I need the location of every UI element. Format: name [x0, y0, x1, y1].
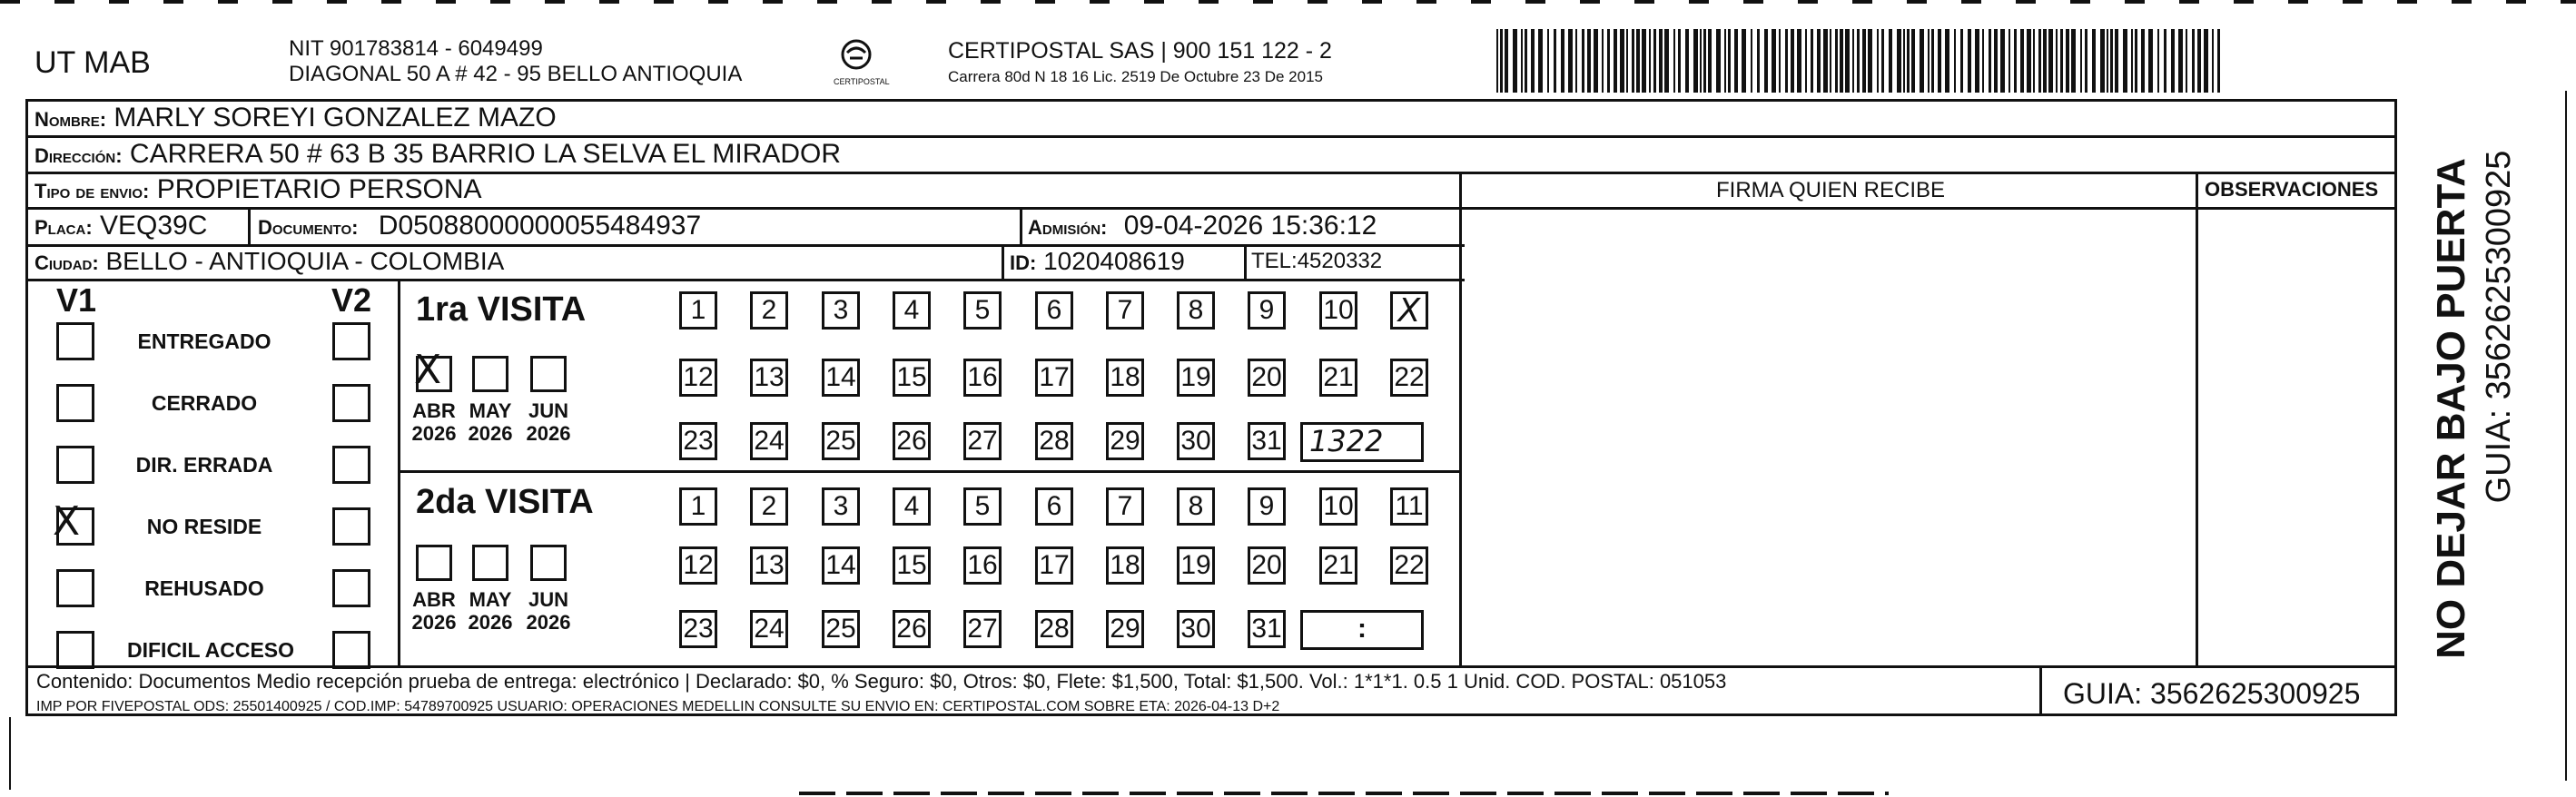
- v1-checkbox[interactable]: [56, 384, 94, 422]
- barcode-bar: [2141, 29, 2145, 93]
- barcode-bar: [1811, 29, 1813, 93]
- barcode-bar: [2008, 29, 2010, 93]
- visit2-day-box[interactable]: 29: [1106, 610, 1144, 648]
- visit2-day-box[interactable]: 7: [1106, 487, 1144, 526]
- placa-label: Placa:: [35, 216, 93, 239]
- barcode-bar: [1911, 29, 1915, 93]
- barcode-bar: [2123, 29, 2127, 93]
- visit2-day-box[interactable]: 9: [1248, 487, 1286, 526]
- visit1-day-box[interactable]: 28: [1035, 422, 1073, 460]
- visit2-day-box[interactable]: 10: [1319, 487, 1357, 526]
- visit1-day-box[interactable]: 21: [1319, 359, 1357, 397]
- barcode-bar: [1547, 29, 1549, 93]
- barcode-bar: [1724, 29, 1726, 93]
- visit1-day-box[interactable]: 12: [679, 359, 717, 397]
- barcode-bar: [1538, 29, 1543, 93]
- barcode-bar: [2080, 29, 2082, 93]
- placa-value: VEQ39C: [100, 211, 208, 241]
- visit1-day-box[interactable]: 2: [750, 291, 788, 330]
- company-name: UT MAB: [35, 45, 151, 80]
- visit2-month-label: [463, 588, 518, 635]
- visit1-day-box[interactable]: X: [1390, 291, 1428, 330]
- v2-checkbox[interactable]: [332, 322, 370, 360]
- barcode-bar: [2186, 29, 2187, 93]
- barcode-bar: [2020, 29, 2024, 93]
- barcode-bar: [1903, 29, 1905, 93]
- visit1-day-box[interactable]: 13: [750, 359, 788, 397]
- status-label: NO RESIDE: [146, 515, 262, 538]
- visit2-day-box[interactable]: 8: [1177, 487, 1215, 526]
- visit1-day-box[interactable]: 30: [1177, 422, 1215, 460]
- barcode-bar: [1960, 29, 1963, 93]
- nombre-label: Nombre:: [35, 108, 107, 131]
- certipostal-company: CERTIPOSTAL SAS | 900 151 122 - 2: [948, 38, 1332, 64]
- ciudad-cell: [35, 249, 504, 274]
- visit2-day-box[interactable]: 19: [1177, 546, 1215, 585]
- barcode-bar: [1531, 29, 1535, 93]
- barcode-bar: [2171, 29, 2175, 93]
- visit1-month-checkbox[interactable]: [530, 356, 567, 392]
- barcode-bar: [2212, 29, 2214, 93]
- barcode-bar: [2131, 29, 2133, 93]
- barcode-bar: [2033, 29, 2035, 93]
- barcode-bar: [1817, 29, 1821, 93]
- v2-checkbox[interactable]: [332, 384, 370, 422]
- barcode-bar: [1877, 29, 1879, 93]
- month-year: 2026: [411, 422, 457, 446]
- visit2-day-box[interactable]: 30: [1177, 610, 1215, 648]
- barcode-bar: [1496, 29, 1498, 93]
- ciudad-value: BELLO - ANTIOQUIA - COLOMBIA: [105, 247, 505, 275]
- barcode-bar: [1513, 29, 1517, 93]
- visit2-time: :: [1357, 614, 1367, 644]
- direccion-value: CARRERA 50 # 63 B 35 BARRIO LA SELVA EL MIRADOR: [129, 139, 842, 169]
- barcode-bar: [1897, 29, 1901, 93]
- visit1-day-box[interactable]: 24: [750, 422, 788, 460]
- status-label: REHUSADO: [144, 576, 264, 600]
- barcode-bar: [1554, 29, 1556, 93]
- barcode-bar: [1561, 29, 1564, 93]
- barcode-bar: [2043, 29, 2047, 93]
- barcode-bar: [2178, 29, 2183, 93]
- barcode-bar: [1505, 29, 1508, 93]
- barcode-bar: [1920, 29, 1924, 93]
- month-name: MAY: [469, 399, 512, 422]
- barcode-bar: [2110, 29, 2113, 93]
- month-year: 2026: [411, 611, 457, 635]
- visit1-day-box[interactable]: 7: [1106, 291, 1144, 330]
- barcode-bar: [1931, 29, 1934, 93]
- visit2-day-box[interactable]: 14: [822, 546, 860, 585]
- barcode-bar: [2192, 29, 2195, 93]
- visit2-day-box[interactable]: 15: [893, 546, 931, 585]
- barcode-bar: [1568, 29, 1573, 93]
- visit1-day-box[interactable]: 29: [1106, 422, 1144, 460]
- visit2-day-box[interactable]: 25: [822, 610, 860, 648]
- barcode-bar: [1928, 29, 1930, 93]
- visit1-day-box[interactable]: 25: [822, 422, 860, 460]
- documento-value: D05088000000055484937: [378, 211, 702, 241]
- barcode-bar: [1779, 29, 1781, 93]
- right-edge: [2565, 91, 2567, 781]
- tipo-label: Tipo de envio:: [35, 180, 150, 202]
- barcode-bar: [1575, 29, 1577, 93]
- barcode-bar: [2107, 29, 2108, 93]
- visit2-month-checkbox[interactable]: [472, 545, 508, 581]
- logo-text: CERTIPOSTAL: [834, 77, 890, 86]
- admision-cell: [1028, 212, 1377, 240]
- visit2-day-box[interactable]: 4: [893, 487, 931, 526]
- top-dashed-edge: [0, 0, 2576, 4]
- tel-label: TEL:: [1251, 249, 1298, 273]
- id-value: 1020408619: [1043, 247, 1185, 275]
- visit2-day-box[interactable]: 11: [1390, 487, 1428, 526]
- v1-check-mark: X: [53, 498, 81, 545]
- id-label: ID:: [1010, 251, 1037, 274]
- barcode-bar: [1728, 29, 1731, 93]
- barcode-bar: [1954, 29, 1956, 93]
- month-year: 2026: [526, 611, 571, 635]
- visit1-day-box[interactable]: 27: [963, 422, 1002, 460]
- barcode-bar: [2197, 29, 2201, 93]
- barcode-bar: [1659, 29, 1663, 93]
- certipostal-license: Carrera 80d N 18 16 Lic. 2519 De Octubre 23 De 2015: [948, 68, 1323, 85]
- visit1-day-box[interactable]: 15: [893, 359, 931, 397]
- firma-header: FIRMA QUIEN RECIBE: [1716, 178, 1946, 202]
- visit2-day-box[interactable]: 28: [1035, 610, 1073, 648]
- footer-guia: GUIA: 3562625300925: [2063, 677, 2361, 710]
- visit2-title: 2da VISITA: [416, 483, 594, 521]
- barcode-bar: [1693, 29, 1698, 93]
- nombre-value: MARLY SOREYI GONZALEZ MAZO: [114, 103, 557, 133]
- side-no-dejar: NO DEJAR BAJO PUERTA: [2429, 158, 2473, 659]
- visit1-day-box[interactable]: 8: [1177, 291, 1215, 330]
- visit1-day-box[interactable]: 22: [1390, 359, 1428, 397]
- visit2-day-box[interactable]: 6: [1035, 487, 1073, 526]
- barcode-bar: [1500, 29, 1503, 93]
- barcode-bar: [1907, 29, 1910, 93]
- barcode-bar: [1602, 29, 1604, 93]
- barcode-bar: [2100, 29, 2105, 93]
- visit2-day-box[interactable]: 23: [679, 610, 717, 648]
- visit1-month-label: [463, 399, 518, 446]
- tipo-value: PROPIETARIO PERSONA: [156, 174, 482, 204]
- barcode-bar: [1757, 29, 1760, 93]
- barcode-bar: [1840, 29, 1843, 93]
- barcode-bar: [1607, 29, 1610, 93]
- placa-cell: [35, 212, 207, 240]
- visit1-month-label: [407, 399, 461, 446]
- visit2-day-box[interactable]: 12: [679, 546, 717, 585]
- barcode-bar: [1889, 29, 1892, 93]
- visit2-day-box[interactable]: 17: [1035, 546, 1073, 585]
- admision-label: Admisión:: [1028, 216, 1108, 239]
- barcode-bar: [1791, 29, 1794, 93]
- visit1-day-box[interactable]: 16: [963, 359, 1002, 397]
- barcode-bar: [1620, 29, 1624, 93]
- visit1-month-mark: X: [414, 347, 442, 393]
- visit1-day-box[interactable]: 4: [893, 291, 931, 330]
- v1-checkbox[interactable]: [56, 631, 94, 669]
- v2-checkbox[interactable]: [332, 446, 370, 484]
- barcode-bar: [1703, 29, 1706, 93]
- barcode-bar: [2164, 29, 2166, 93]
- barcode-bar: [2157, 29, 2159, 93]
- status-label: CERRADO: [151, 391, 258, 415]
- visit2-day-box[interactable]: 20: [1248, 546, 1286, 585]
- visit2-month-checkbox[interactable]: [530, 545, 567, 581]
- visit2-day-box[interactable]: 3: [822, 487, 860, 526]
- barcode-bar: [2048, 29, 2053, 93]
- month-name: ABR: [412, 588, 456, 611]
- side-guia: GUIA: 3562625300925: [2480, 150, 2518, 504]
- month-year: 2026: [468, 422, 513, 446]
- visit2-day-box[interactable]: 5: [963, 487, 1002, 526]
- documento-label: Documento:: [258, 216, 359, 239]
- visit1-day-box[interactable]: 10: [1319, 291, 1357, 330]
- admision-value: 09-04-2026 15:36:12: [1123, 211, 1377, 241]
- barcode-bar: [2014, 29, 2017, 93]
- barcode-bar: [1785, 29, 1788, 93]
- visit2-month-label: [407, 588, 461, 635]
- v2-checkbox[interactable]: [332, 569, 370, 607]
- id-cell: [1010, 249, 1185, 274]
- barcode-bar: [2071, 29, 2076, 93]
- ciudad-label: Ciudad:: [35, 251, 99, 274]
- barcode-bar: [1742, 29, 1746, 93]
- month-year: 2026: [468, 611, 513, 635]
- visit2-day-box[interactable]: 2: [750, 487, 788, 526]
- barcode-bar: [1862, 29, 1866, 93]
- barcode-bar: [1636, 29, 1640, 93]
- barcode-bar: [2000, 29, 2005, 93]
- barcode-bar: [1994, 29, 1998, 93]
- v1-checkbox[interactable]: [56, 322, 94, 360]
- barcode-bar: [1521, 29, 1523, 93]
- barcode-bar: [1594, 29, 1598, 93]
- visit1-day-box[interactable]: 26: [893, 422, 931, 460]
- tel-value: 4520332: [1297, 249, 1383, 273]
- visit2-day-box[interactable]: 24: [750, 610, 788, 648]
- barcode-bar: [1700, 29, 1702, 93]
- v2-checkbox[interactable]: [332, 631, 370, 669]
- visit1-title: 1ra VISITA: [416, 290, 587, 329]
- barcode-bar: [1805, 29, 1807, 93]
- barcode-bar: [2038, 29, 2041, 93]
- visit2-day-box[interactable]: 13: [750, 546, 788, 585]
- barcode-bar: [1632, 29, 1634, 93]
- barcode-bar: [2115, 29, 2118, 93]
- barcode-bar: [1525, 29, 1527, 93]
- barcode-bar: [2092, 29, 2096, 93]
- barcode-bar: [2085, 29, 2087, 93]
- barcode-bar: [1968, 29, 1971, 93]
- barcode-bar: [1685, 29, 1689, 93]
- visit2-day-box[interactable]: 26: [893, 610, 931, 648]
- visit1-day-box[interactable]: 31: [1248, 422, 1286, 460]
- footer-contenido: Contenido: Documentos Medio recepción prueba de entrega: electrónico | Declarado: $0, % Seguro: $0, Otros: $0, Flete: $1,500, Total: $1,500. Vol.: 1*1*1. 0.5 1 Unid. COD. POSTAL: 051053: [36, 670, 1727, 693]
- barcode-bar: [1582, 29, 1584, 93]
- barcode-bar: [1945, 29, 1949, 93]
- observaciones-header: OBSERVACIONES: [2205, 178, 2379, 201]
- status-label: DIR. ERRADA: [135, 453, 273, 477]
- barcode-bar: [1764, 29, 1768, 93]
- visit1-day-box[interactable]: 19: [1177, 359, 1215, 397]
- barcode-bar: [1664, 29, 1669, 93]
- nombre-row: [35, 104, 557, 132]
- barcode-bar: [1938, 29, 1941, 93]
- month-name: ABR: [412, 399, 456, 422]
- barcode-bar: [1835, 29, 1838, 93]
- barcode-bar: [1653, 29, 1656, 93]
- barcode-bar: [1649, 29, 1651, 93]
- barcode-bar: [1708, 29, 1712, 93]
- company-nit: NIT 901783814 - 6049499: [289, 36, 543, 61]
- visit2-day-box[interactable]: 22: [1390, 546, 1428, 585]
- barcode-bar: [1845, 29, 1850, 93]
- footer-imp: IMP POR FIVEPOSTAL ODS: 25501400925 / COD.IMP: 54789700925 USUARIO: OPERACIONES MEDELLIN CONSULTE SU ENVIO EN: CERTIPOSTAL.COM SOBRE ETA: 2026-04-13 D+2: [36, 699, 1280, 714]
- v2-header: V2: [331, 281, 372, 319]
- visit1-time: 1322: [1309, 424, 1384, 458]
- status-label: ENTREGADO: [137, 330, 271, 353]
- visit2-day-box[interactable]: 21: [1319, 546, 1357, 585]
- month-year: 2026: [526, 422, 571, 446]
- visit1-day-box[interactable]: 6: [1035, 291, 1073, 330]
- barcode-bar: [1587, 29, 1591, 93]
- barcode-bar: [2027, 29, 2031, 93]
- barcode-bar: [2135, 29, 2137, 93]
- barcode-bar: [1982, 29, 1984, 93]
- tel-cell: [1251, 251, 1382, 272]
- direccion-label: Dirección:: [35, 144, 123, 167]
- barcode-bar: [1678, 29, 1681, 93]
- barcode-bar: [1734, 29, 1738, 93]
- visit1-month-checkbox[interactable]: [472, 356, 508, 392]
- bottom-dashed-edge: [799, 792, 1889, 795]
- barcode-bar: [1852, 29, 1854, 93]
- direccion-row: [35, 141, 841, 168]
- barcode-bar: [1881, 29, 1884, 93]
- v1-checkbox[interactable]: [56, 569, 94, 607]
- barcode-bar: [2060, 29, 2063, 93]
- visit2-day-box[interactable]: 27: [963, 610, 1002, 648]
- visit1-day-box[interactable]: 5: [963, 291, 1002, 330]
- visit1-day-box[interactable]: 3: [822, 291, 860, 330]
- company-address: DIAGONAL 50 A # 42 - 95 BELLO ANTIOQUIA: [289, 62, 743, 86]
- visit1-day-box[interactable]: 20: [1248, 359, 1286, 397]
- barcode-bar: [1975, 29, 1979, 93]
- visit1-month-label: [521, 399, 576, 446]
- month-name: JUN: [528, 588, 568, 611]
- barcode-bar: [1772, 29, 1776, 93]
- month-name: JUN: [528, 399, 568, 422]
- barcode-bar: [2066, 29, 2069, 93]
- visit2-day-box[interactable]: 16: [963, 546, 1002, 585]
- barcode-bar: [2056, 29, 2058, 93]
- barcode-bar: [1989, 29, 1991, 93]
- barcode-bar: [2217, 29, 2220, 93]
- barcode-bar: [2204, 29, 2208, 93]
- documento-cell: [258, 212, 701, 240]
- barcode-bar: [1716, 29, 1721, 93]
- barcode-bar: [1751, 29, 1752, 93]
- barcode: [1496, 29, 2223, 93]
- visit2-day-box[interactable]: 31: [1248, 610, 1286, 648]
- barcode-bar: [1830, 29, 1831, 93]
- visit1-day-box[interactable]: 17: [1035, 359, 1073, 397]
- barcode-bar: [1642, 29, 1646, 93]
- barcode-bar: [1797, 29, 1801, 93]
- month-name: MAY: [469, 588, 512, 611]
- barcode-bar: [1823, 29, 1828, 93]
- visit1-day-box[interactable]: 9: [1248, 291, 1286, 330]
- visit1-day-box[interactable]: 18: [1106, 359, 1144, 397]
- visit2-day-box[interactable]: 1: [679, 487, 717, 526]
- tipo-row: [35, 176, 482, 203]
- status-label: DIFICIL ACCESO: [127, 638, 295, 662]
- left-edge: [9, 717, 11, 790]
- barcode-bar: [1614, 29, 1617, 93]
- v1-header: V1: [56, 281, 97, 319]
- visit1-day-box[interactable]: 1: [679, 291, 717, 330]
- visit1-day-box[interactable]: 14: [822, 359, 860, 397]
- visit2-month-checkbox[interactable]: [416, 545, 452, 581]
- v2-checkbox[interactable]: [332, 507, 370, 546]
- barcode-bar: [1626, 29, 1628, 93]
- visit2-day-box[interactable]: 18: [1106, 546, 1144, 585]
- v1-checkbox[interactable]: [56, 446, 94, 484]
- barcode-bar: [1868, 29, 1872, 93]
- barcode-bar: [1673, 29, 1675, 93]
- barcode-bar: [1857, 29, 1860, 93]
- visit2-month-label: [521, 588, 576, 635]
- visit1-day-box[interactable]: 23: [679, 422, 717, 460]
- barcode-bar: [2148, 29, 2153, 93]
